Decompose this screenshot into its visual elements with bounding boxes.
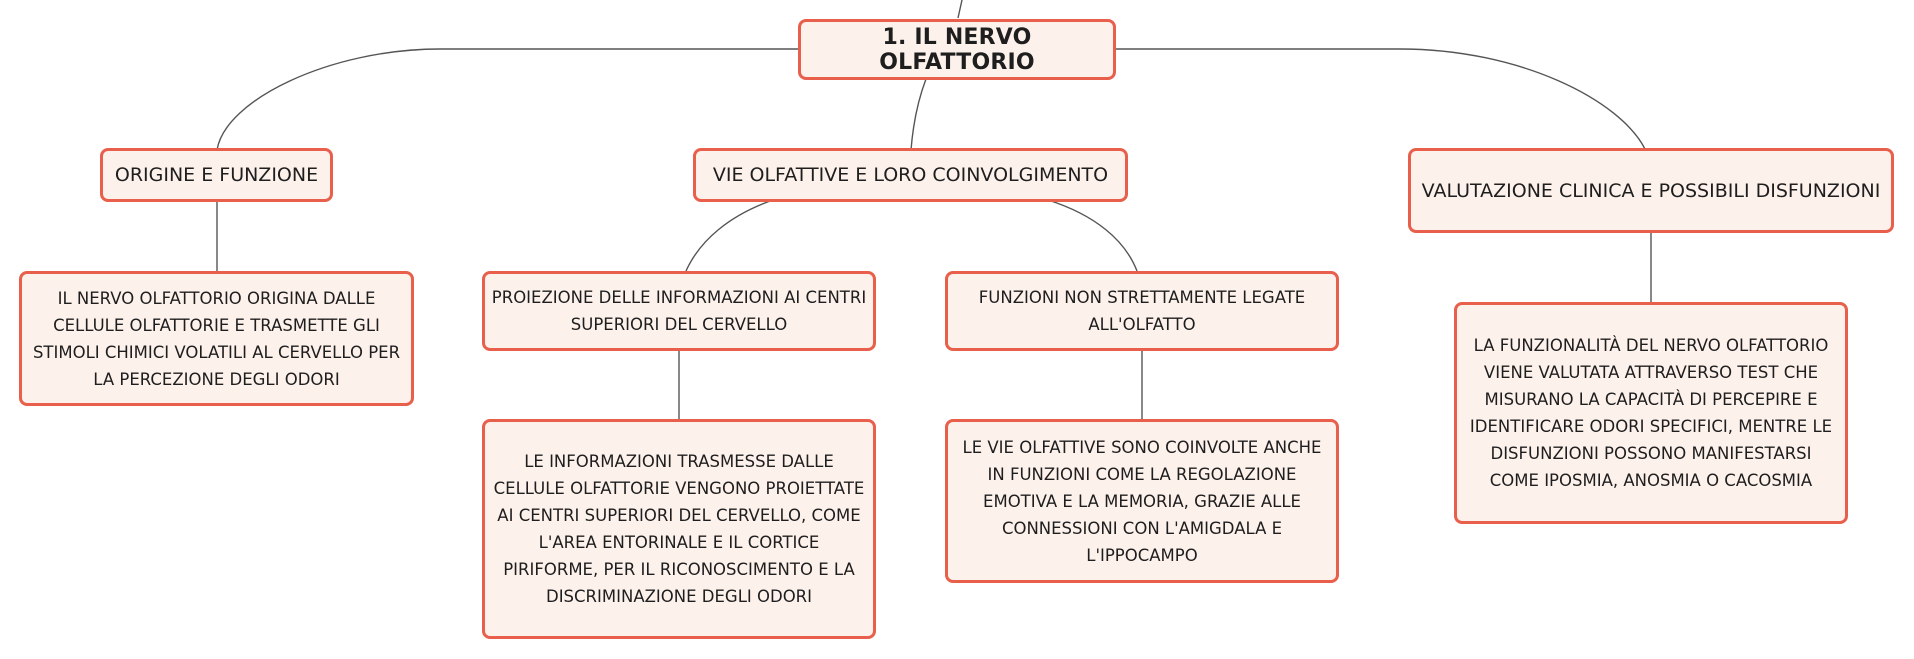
detail-text: IL NERVO OLFATTORIO ORIGINA DALLE CELLULE OLFATTORIE E TRASMETTE GLI STIMOLI CHIMICI VOLATILI AL CERVELLO PER LA PERCEZIONE DEGLI ODORI [32,288,401,389]
detail-valutazione-clinica[interactable] [1454,302,1848,524]
detail-text: LE VIE OLFATTIVE SONO COINVOLTE ANCHE IN FUNZIONI COME LA REGOLAZIONE EMOTIVA E LA MEMORIA, GRAZIE ALLE CONNESSIONI CON L'AMIGDALA E L'IPPOCAMPO [962,437,1322,565]
detail-text: LA FUNZIONALITÀ DEL NERVO OLFATTORIO VIENE VALUTATA ATTRAVERSO TEST CHE MISURANO LA CAPACITÀ DI PERCEPIRE E IDENTIFICARE ODORI SPECIFICI, MENTRE LE DISFUNZIONI POSSONO MANIFESTARSI COME IPOSMIA, ANOSMIA O CACOSMIA [1469,336,1833,490]
root-label: 1. IL NERVO OLFATTORIO [879,24,1035,75]
branch-label: ORIGINE E FUNZIONE [114,164,319,186]
connector-root-valutazione [1116,49,1645,149]
connector-root-parent [958,0,962,18]
branch-label: VALUTAZIONE CLINICA E POSSIBILI DISFUNZIONI [1421,179,1881,202]
branch-label: VIE OLFATTIVE E LORO COINVOLGIMENTO [712,164,1109,186]
detail-text: LE INFORMAZIONI TRASMESSE DALLE CELLULE OLFATTORIE VENGONO PROIETTATE AI CENTRI SUPERIORI DEL CERVELLO, COME L'AREA ENTORINALE E IL CORTICE PIRIFORME, PER IL RICONOSCIMENTO E LA DISCRIMINAZIONE DEGLI ODORI [493,452,865,606]
sub-funzioni-non-olfatto[interactable] [945,271,1339,351]
branch-vie-olfattive[interactable] [693,148,1128,202]
connector-vie-funzioni [1048,200,1137,271]
detail-proiezione-informazioni[interactable] [482,419,876,639]
connector-root-vie [911,79,926,150]
sub-label: PROIEZIONE DELLE INFORMAZIONI AI CENTRI SUPERIORI DEL CERVELLO [491,288,867,334]
sub-proiezione-informazioni[interactable] [482,271,876,351]
branch-origine-e-funzione[interactable] [100,148,333,202]
branch-valutazione-clinica[interactable] [1408,148,1894,233]
root-node[interactable] [798,19,1116,80]
connector-root-origine [217,49,800,150]
sub-label: FUNZIONI NON STRETTAMENTE LEGATE ALL'OLFATTO [978,288,1306,334]
detail-origine-e-funzione[interactable] [19,271,414,406]
detail-funzioni-non-olfatto[interactable] [945,419,1339,583]
connector-vie-proiezione [686,200,773,271]
